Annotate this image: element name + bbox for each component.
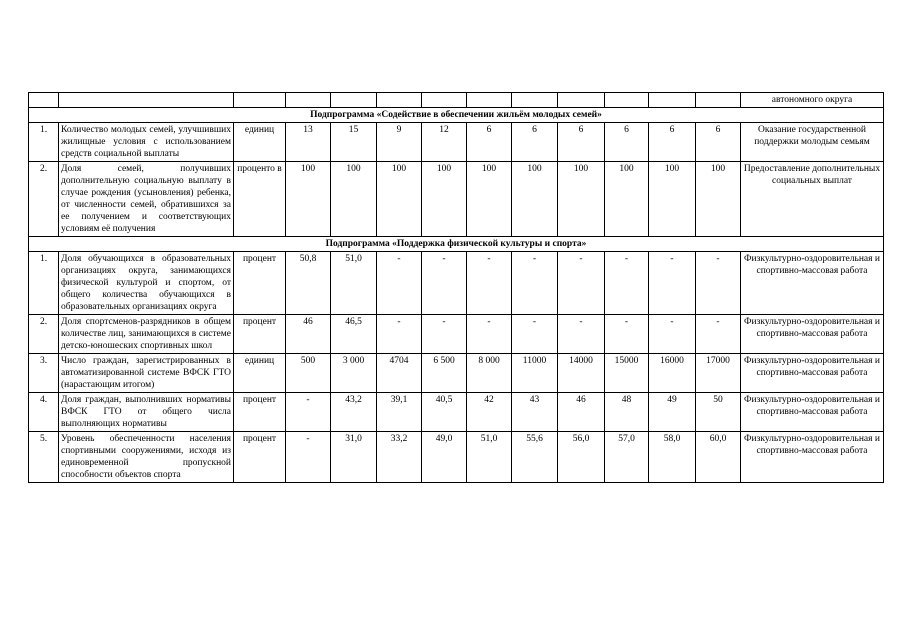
value-cell: 55,6 (512, 432, 558, 483)
table-row (29, 252, 884, 315)
value-cell: 49,0 (422, 432, 467, 483)
value-cell: 14000 (558, 354, 605, 393)
row-number: 2. (29, 315, 59, 354)
value-cell: - (512, 315, 558, 354)
value-cell: 43 (512, 393, 558, 432)
value-cell: 51,0 (467, 432, 512, 483)
row-number: 4. (29, 393, 59, 432)
value-cell: 100 (649, 162, 696, 237)
value-cell: - (649, 252, 696, 315)
value-cell: 40,5 (422, 393, 467, 432)
value-cell: 57,0 (605, 432, 649, 483)
value-cell: - (286, 432, 331, 483)
value-cell: 100 (696, 162, 741, 237)
value-cell: 60,0 (696, 432, 741, 483)
value-cell: - (696, 252, 741, 315)
result-cell: Физкультурно-оздоровительная и спортивно-массовая работа (741, 252, 884, 315)
value-cell: 100 (377, 162, 422, 237)
value-cell: - (558, 315, 605, 354)
unit-cell: процент (234, 315, 286, 354)
value-cell: 15 (331, 123, 377, 162)
result-cell: автономного округа (741, 93, 884, 108)
value-cell: - (696, 315, 741, 354)
table-row (29, 432, 884, 483)
value-cell: 100 (512, 162, 558, 237)
value-cell: - (467, 252, 512, 315)
value-cell: 500 (286, 354, 331, 393)
value-cell: 13 (286, 123, 331, 162)
value-cell: 12 (422, 123, 467, 162)
value-cell: 58,0 (649, 432, 696, 483)
value-cell: 100 (286, 162, 331, 237)
value-cell: 8 000 (467, 354, 512, 393)
result-cell: Физкультурно-оздоровительная и спортивно-массовая работа (741, 354, 884, 393)
result-cell: Предоставление дополнительных социальных выплат (741, 162, 884, 237)
value-cell: 56,0 (558, 432, 605, 483)
unit-cell: процент (234, 432, 286, 483)
table-row (29, 393, 884, 432)
table-row (29, 123, 884, 162)
indicator-name: Доля обучающихся в образовательных организациях округа, занимающихся физической культурой и спортом, от общего количества обучающихся в образовательных организациях округа (59, 252, 234, 315)
value-cell: 42 (467, 393, 512, 432)
value-cell: 6 (696, 123, 741, 162)
indicator-name: Уровень обеспеченности населения спортивными сооружениями, исходя из единовременной пропускной способности объектов спорта (59, 432, 234, 483)
value-cell: - (467, 315, 512, 354)
value-cell: 46 (558, 393, 605, 432)
row-number: 3. (29, 354, 59, 393)
value-cell: 3 000 (331, 354, 377, 393)
value-cell: 39,1 (377, 393, 422, 432)
value-cell: - (649, 315, 696, 354)
indicator-name: Доля спортсменов-разрядников в общем количестве лиц, занимающихся в системе детско-юношеских спортивных школ (59, 315, 234, 354)
value-cell: 6 (605, 123, 649, 162)
value-cell: 4704 (377, 354, 422, 393)
value-cell: 17000 (696, 354, 741, 393)
value-cell: 16000 (649, 354, 696, 393)
unit-cell: процент (234, 252, 286, 315)
value-cell: 33,2 (377, 432, 422, 483)
row-number: 2. (29, 162, 59, 237)
value-cell: 46 (286, 315, 331, 354)
value-cell: 100 (558, 162, 605, 237)
value-cell: - (377, 252, 422, 315)
value-cell: 46,5 (331, 315, 377, 354)
value-cell: 50 (696, 393, 741, 432)
value-cell: - (422, 315, 467, 354)
section-title: Подпрограмма «Поддержка физической культуры и спорта» (29, 237, 884, 252)
value-cell: - (558, 252, 605, 315)
section-header-row (29, 237, 884, 252)
indicator-name: Доля граждан, выполнивших нормативы ВФСК ГТО от общего числа выполняющих нормативы (59, 393, 234, 432)
unit-cell: проценто в (234, 162, 286, 237)
indicator-name: Число граждан, зарегистрированных в автоматизированной системе ВФСК ГТО (нарастающим итогом) (59, 354, 234, 393)
row-number: 5. (29, 432, 59, 483)
value-cell: 49 (649, 393, 696, 432)
table-row (29, 162, 884, 237)
value-cell: - (605, 252, 649, 315)
value-cell: 50,8 (286, 252, 331, 315)
section-title: Подпрограмма «Содействие в обеспечении жильём молодых семей» (29, 108, 884, 123)
value-cell: 48 (605, 393, 649, 432)
value-cell: 100 (605, 162, 649, 237)
value-cell: 15000 (605, 354, 649, 393)
value-cell: 6 (467, 123, 512, 162)
indicator-name: Количество молодых семей, улучшивших жилищные условия с использованием средств социальной выплаты (59, 123, 234, 162)
result-cell: Физкультурно-оздоровительная и спортивно-массовая работа (741, 432, 884, 483)
value-cell: 6 (558, 123, 605, 162)
value-cell: 100 (422, 162, 467, 237)
value-cell: 43,2 (331, 393, 377, 432)
value-cell: - (286, 393, 331, 432)
value-cell: 100 (467, 162, 512, 237)
value-cell: 100 (331, 162, 377, 237)
result-cell: Физкультурно-оздоровительная и спортивно-массовая работа (741, 393, 884, 432)
table-row (29, 315, 884, 354)
unit-cell: процент (234, 393, 286, 432)
value-cell: 6 (649, 123, 696, 162)
value-cell: 6 (512, 123, 558, 162)
value-cell: - (605, 315, 649, 354)
value-cell: 6 500 (422, 354, 467, 393)
value-cell: 11000 (512, 354, 558, 393)
result-cell: Оказание государственной поддержки молодым семьям (741, 123, 884, 162)
unit-cell: единиц (234, 123, 286, 162)
unit-cell: единиц (234, 354, 286, 393)
value-cell: 51,0 (331, 252, 377, 315)
row-number: 1. (29, 252, 59, 315)
value-cell: - (512, 252, 558, 315)
section-header-row (29, 108, 884, 123)
value-cell: - (422, 252, 467, 315)
indicator-name: Доля семей, получивших дополнительную социальную выплату в случае рождения (усыновления) ребенка, от численности семей, обратившихся за ее получением и соответствующих условиям её получения (59, 162, 234, 237)
value-cell: 9 (377, 123, 422, 162)
value-cell: 31,0 (331, 432, 377, 483)
row-number: 1. (29, 123, 59, 162)
table-row (29, 93, 884, 108)
table-row (29, 354, 884, 393)
indicators-table (28, 92, 884, 483)
value-cell: - (377, 315, 422, 354)
result-cell: Физкультурно-оздоровительная и спортивно-массовая работа (741, 315, 884, 354)
